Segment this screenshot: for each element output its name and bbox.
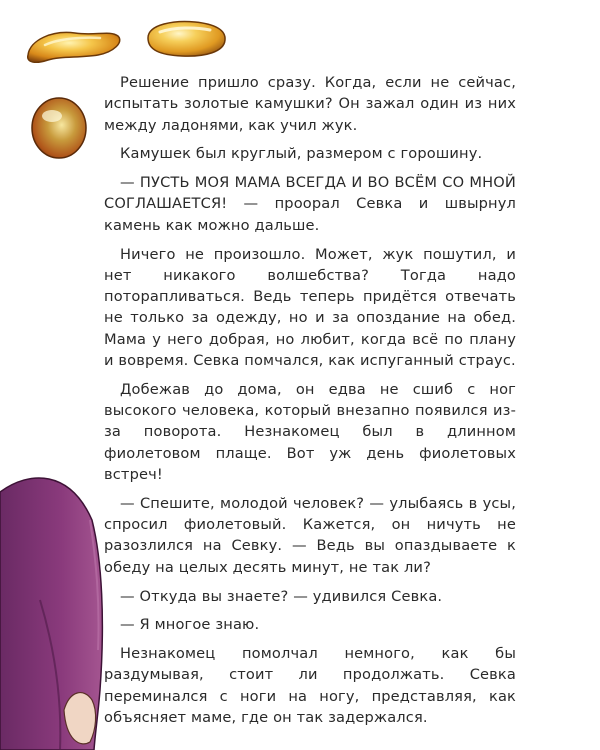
- paragraph: Добежав до дома, он едва не сшиб с ног высокого человека, который внезапно появился из-за поворота. Незнакомец был в длинном фиолетовом плаще. Вот уж день фиолетовых встреч!: [104, 380, 516, 484]
- golden-pebble-1: [28, 32, 120, 62]
- purple-cloak-illustration: [0, 478, 102, 750]
- paragraph: Решение пришло сразу. Когда, если не сейчас, испытать золотые камушки? Он зажал один из них между ладонями, как учил жук.: [104, 74, 516, 134]
- paragraph: Камушек был круглый, размером с горошину.: [120, 145, 483, 163]
- story-text: [104, 72, 516, 736]
- paragraph: — ПУСТЬ МОЯ МАМА ВСЕГДА И ВО ВСЁМ СО МНОЙ СОГЛАШАЕТСЯ! — проорал Севка и швырнул камень как можно дальше.: [104, 174, 516, 234]
- golden-pebble-2: [148, 22, 225, 57]
- paragraph: — Спешите, молодой человек? — улыбаясь в усы, спросил фиолетовый. Кажется, он ничуть не разозлился на Севку. — Ведь вы опаздываете к обеду на целых десять минут, не так ли?: [104, 494, 516, 576]
- paragraph: — Откуда вы знаете? — удивился Севка.: [120, 587, 443, 605]
- paragraph: Ничего не произошло. Может, жук пошутил, и нет никакого волшебства? Тогда надо поторапливаться. Ведь теперь придётся отвечать не только за одежду, но и за опоздание на обед. Мама у него добрая, но любит, когда всё по плану и вовремя. Севка помчался, как испуганный страус.: [104, 245, 516, 370]
- golden-pebble-3: [32, 98, 86, 158]
- paragraph: Незнакомец помолчал немного, как бы раздумывая, стоит ли продолжать. Севка переминался с ноги на ногу, представляя, как объясняет маме, где он так задержался.: [104, 645, 516, 727]
- paragraph: — Я многое знаю.: [120, 616, 260, 634]
